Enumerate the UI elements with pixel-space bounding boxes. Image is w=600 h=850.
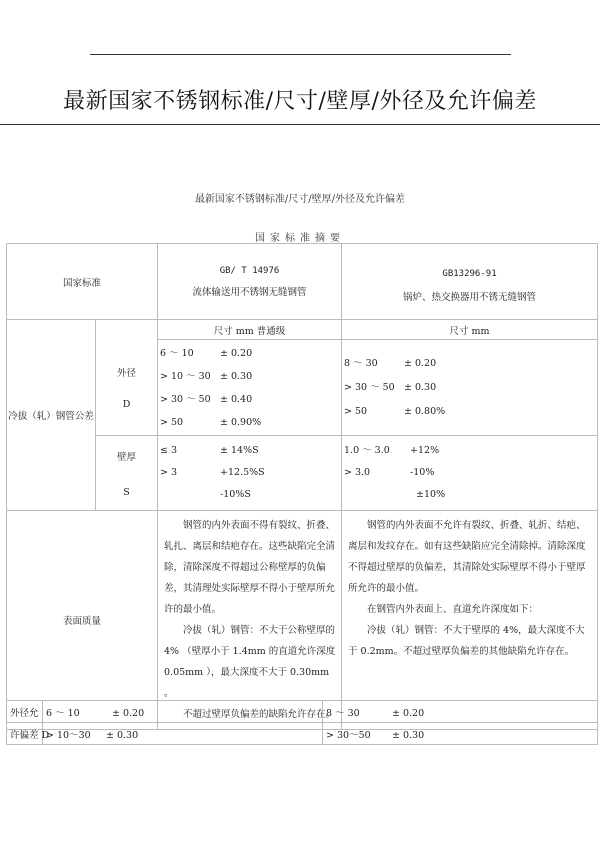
std1-cell bbox=[158, 244, 342, 320]
wall-label-cell bbox=[96, 436, 158, 511]
tolerance-label-cell bbox=[7, 320, 96, 511]
list-item: > 50 ± 0.90% bbox=[160, 417, 262, 428]
table-cell: > 30～50 ± 0.30 bbox=[323, 723, 598, 745]
surface-label-cell bbox=[7, 511, 158, 730]
list-item: > 3 +12.5%S bbox=[160, 467, 265, 478]
std2-cell bbox=[342, 244, 598, 320]
list-item: ±10% bbox=[416, 489, 446, 500]
table-row bbox=[7, 244, 598, 320]
wall-tolerance-list-1 bbox=[158, 436, 342, 511]
od-label: 外径 bbox=[117, 367, 137, 379]
tolerance-label: 冷拔（轧）钢管公差 bbox=[8, 411, 94, 422]
od-label-cell bbox=[96, 340, 158, 436]
table-cell: 8 ～ 30 ± 0.20 bbox=[323, 701, 598, 723]
summary-heading: 国家标准摘要 bbox=[255, 233, 345, 244]
table-cell: > 10～30 ± 0.30 bbox=[43, 723, 323, 745]
od-tolerance-list-2 bbox=[342, 340, 598, 436]
list-item: 8 ～ 30 ± 0.20 bbox=[344, 358, 437, 369]
wall-symbol: S bbox=[123, 486, 130, 498]
list-item: ≤ 3 ± 14%S bbox=[160, 445, 259, 456]
standard-label: 国家标准 bbox=[63, 277, 102, 289]
table-row bbox=[7, 723, 598, 745]
title-rule bbox=[0, 124, 600, 125]
list-item: > 30 ～ 50 ± 0.40 bbox=[160, 394, 253, 405]
std2-name: 锅炉、热交换器用不锈无缝钢管 bbox=[403, 291, 537, 303]
list-item: > 50 ± 0.80% bbox=[344, 406, 446, 417]
table-row bbox=[7, 320, 598, 340]
document-subtitle: 最新国家不锈钢标准/尺寸/壁厚/外径及允许偏差 bbox=[194, 194, 406, 205]
list-item: > 30 ～ 50 ± 0.30 bbox=[344, 382, 437, 393]
table-cell: 6 ～ 10 ± 0.20 bbox=[43, 701, 323, 723]
table-row bbox=[7, 436, 598, 511]
row-label: 许偏差 D bbox=[7, 723, 43, 745]
top-rule bbox=[90, 54, 511, 55]
list-item: 1.0 ～ 3.0 +12% bbox=[344, 445, 440, 456]
list-item: -10%S bbox=[220, 489, 251, 500]
od-tolerance-table bbox=[6, 700, 598, 745]
std2-code: GB13296-91 bbox=[442, 268, 497, 279]
standards-table bbox=[6, 243, 598, 730]
list-item: > 3.0 -10% bbox=[344, 467, 435, 478]
table-row bbox=[7, 701, 598, 723]
size-header-1: 尺寸 mm 普通级 bbox=[158, 320, 342, 340]
od-symbol: D bbox=[122, 398, 131, 410]
surface-text-1: 钢管的内外表面不得有裂纹、折叠、轧扎、离层和结疤存在。这些缺陷完全清除，清除深度不得超过公称壁厚的负偏差，其清理处实际壁厚不得小于壁厚所允许的最小值。 冷拔（轧）钢管：不大于公称壁厚的 4% （壁厚小于 1.4mm 的直道允许深度 0.05mm ），最大深度不大于 0.30mm 。 不超过壁厚负偏差的缺陷允许存在。 bbox=[158, 511, 342, 730]
row-label: 外径允 bbox=[7, 701, 43, 723]
std1-code: GB/ T 14976 bbox=[219, 265, 280, 276]
standard-label-cell bbox=[7, 244, 158, 320]
page-title: 最新国家不锈钢标准/尺寸/壁厚/外径及允许偏差 bbox=[63, 89, 537, 114]
size-header-2: 尺寸 mm bbox=[342, 320, 598, 340]
std1-name: 流体输送用不锈钢无缝钢管 bbox=[192, 286, 307, 298]
table-row bbox=[7, 340, 598, 436]
list-item: > 10 ～ 30 ± 0.30 bbox=[160, 371, 253, 382]
surface-text-2: 钢管的内外表面不允许有裂纹、折叠、轧折、结疤、离层和发纹存在。如有这些缺陷应完全清除掉。清除深度不得超过壁厚的负偏差，其清除处实际壁厚不得小于壁厚所允许的最小值。 在钢管内外表面上、直道允许深度如下： 冷拔（轧）钢管：不大于壁厚的 4%，最大深度不大于 0.2mm。不超过壁厚负偏差的其他缺陷允许存在。 bbox=[342, 511, 598, 730]
list-item: 6 ～ 10 ± 0.20 bbox=[160, 348, 253, 359]
od-tolerance-list-1 bbox=[158, 340, 342, 436]
surface-label: 表面质量 bbox=[63, 616, 102, 627]
wall-tolerance-list-2 bbox=[342, 436, 598, 511]
wall-label: 壁厚 bbox=[117, 451, 137, 463]
table-row bbox=[7, 511, 598, 730]
